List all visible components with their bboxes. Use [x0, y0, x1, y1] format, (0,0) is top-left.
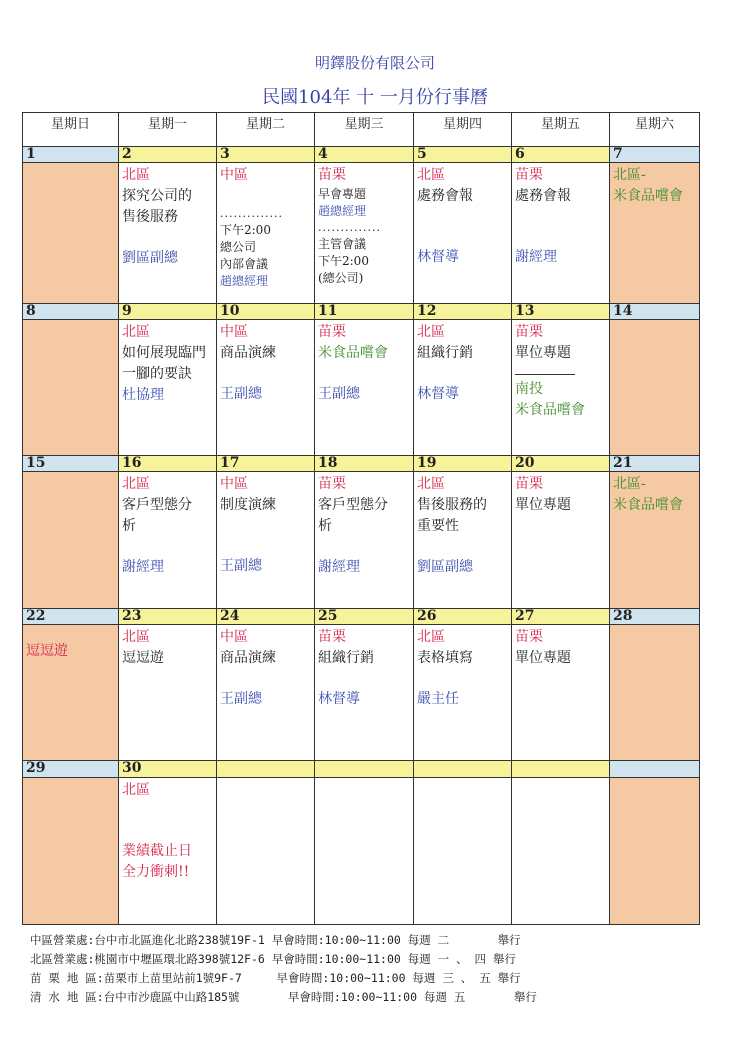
date-number-empty [414, 761, 512, 777]
event-topic: 早會專題 [318, 186, 367, 201]
event-person: 嚴主任 [417, 691, 459, 708]
weekday-tue: 星期二 [217, 113, 315, 147]
event-topic: 單位專題 [515, 344, 571, 361]
weekday-thu: 星期四 [414, 113, 512, 147]
date-number: 21 [610, 456, 700, 472]
date-number: 6 [512, 146, 610, 162]
event-region: 苗栗 [515, 476, 543, 493]
day-cell-18 [315, 472, 414, 608]
day-cell-19 [414, 472, 512, 608]
calendar-table [22, 112, 700, 925]
week-2-events-row [23, 319, 700, 455]
day-cell-29 [23, 777, 119, 924]
day-cell-11 [315, 319, 414, 455]
event-region: 北區 [417, 476, 445, 493]
office-line-qingshui: 清 水 地 區:台中市沙鹿區中山路185號 早會時間:10:00~11:00 每週 五 舉行 [30, 990, 537, 1004]
date-number: 8 [23, 303, 119, 319]
week-1-events-row [23, 162, 700, 303]
day-cell-9 [119, 319, 217, 455]
day-cell-20 [512, 472, 610, 608]
event-topic: 單位專題 [515, 497, 571, 514]
event-topic: 制度演練 [220, 497, 276, 514]
event-person: 林督導 [318, 691, 360, 708]
event-region: 苗栗 [515, 323, 543, 340]
event-notice: 全力衝刺!! [122, 863, 190, 880]
date-number: 20 [512, 456, 610, 472]
event-person: 謝經理 [122, 559, 164, 576]
weekday-wed: 星期三 [315, 113, 414, 147]
event-topic: 如何展現臨門 [122, 344, 206, 361]
event-person: 趙總經理 [318, 203, 367, 218]
event-activity: 南投 [515, 380, 543, 397]
day-cell-26 [414, 625, 512, 761]
event-person: 杜協理 [122, 386, 164, 403]
day-cell-13 [512, 319, 610, 455]
day-cell-3 [217, 162, 315, 303]
day-cell-10 [217, 319, 315, 455]
weekday-sun: 星期日 [23, 113, 119, 147]
event-region: 北區 [417, 629, 445, 646]
date-number: 11 [315, 303, 414, 319]
event-person: 王副總 [220, 691, 262, 708]
date-number-empty [512, 761, 610, 777]
date-number: 25 [315, 608, 414, 624]
event-region: 中區 [220, 629, 248, 646]
event-person: 林督導 [417, 385, 459, 402]
event-activity: 逗逗遊 [26, 643, 68, 660]
week-4-date-row [23, 608, 700, 624]
company-name: 明鐸股份有限公司 [314, 54, 435, 72]
event-person: 王副總 [220, 385, 262, 402]
office-line-central: 中區營業處:台中市北區進化北路238號19F-1 早會時間:10:00~11:00 每週 二 舉行 [30, 933, 521, 947]
event-topic: 析 [122, 518, 136, 535]
day-cell-27 [512, 625, 610, 761]
day-cell-2 [119, 162, 217, 303]
date-number: 12 [414, 303, 512, 319]
day-cell-5 [414, 162, 512, 303]
event-topic: 客戶型態分 [318, 497, 388, 514]
date-number: 18 [315, 456, 414, 472]
event-topic: 商品演練 [220, 344, 276, 361]
weekday-sat: 星期六 [610, 113, 700, 147]
event-topic: 組織行銷 [318, 650, 374, 667]
date-number-empty [610, 761, 700, 777]
event-notice: 業績截止日 [122, 842, 192, 859]
date-number: 15 [23, 456, 119, 472]
event-topic: 處務會報 [515, 187, 571, 204]
date-number: 16 [119, 456, 217, 472]
date-number: 24 [217, 608, 315, 624]
event-region: 中區 [220, 476, 248, 493]
date-number: 30 [119, 761, 217, 777]
date-number-empty [315, 761, 414, 777]
day-cell-8 [23, 319, 119, 455]
date-number-empty [217, 761, 315, 777]
date-number: 9 [119, 303, 217, 319]
event-region: 苗栗 [515, 629, 543, 646]
event-activity: 米食品嚐會 [515, 401, 585, 418]
event-region: 北區 [417, 323, 445, 340]
date-number: 19 [414, 456, 512, 472]
event-topic: 商品演練 [220, 650, 276, 667]
event-region: 北區 [122, 629, 150, 646]
event-region: 苗栗 [318, 166, 346, 183]
event-topic: 售後服務的 [417, 497, 487, 514]
day-cell-15 [23, 472, 119, 608]
day-cell-22 [23, 625, 119, 761]
event-activity: 北區- [613, 476, 646, 493]
week-3-events-row [23, 472, 700, 608]
day-cell-empty [414, 777, 512, 924]
date-number: 28 [610, 608, 700, 624]
event-time: 下午2:00 [318, 253, 369, 268]
date-number: 23 [119, 608, 217, 624]
day-cell-empty [217, 777, 315, 924]
week-3-date-row [23, 456, 700, 472]
event-person: 劉區副總 [122, 249, 178, 266]
event-time: 下午2:00 [220, 222, 271, 237]
day-cell-7 [610, 162, 700, 303]
week-1-date-row [23, 146, 700, 162]
event-topic: 一腳的要訣 [122, 365, 192, 382]
event-region: 苗栗 [318, 476, 346, 493]
event-topic: 主管會議 [318, 236, 367, 251]
event-person: 劉區副總 [417, 559, 473, 576]
event-topic: 逗逗遊 [122, 650, 164, 667]
event-region: 北區 [122, 781, 150, 798]
day-cell-16 [119, 472, 217, 608]
day-cell-21 [610, 472, 700, 608]
week-5-events-row [23, 777, 700, 924]
weekday-header-row [23, 113, 700, 147]
office-line-miaoli: 苗 栗 地 區:苗栗市上苗里站前1號9F-7 早會時間:10:00~11:00 每週 三 、 五 舉行 [30, 971, 521, 985]
calendar-title: 民國104年 十 一月份行事曆 [262, 87, 488, 108]
day-cell-empty [315, 777, 414, 924]
event-topic: 售後服務 [122, 208, 178, 225]
day-cell-25 [315, 625, 414, 761]
week-5-date-row [23, 761, 700, 777]
separator-line [515, 364, 575, 375]
day-cell-1 [23, 162, 119, 303]
event-region: 北區 [122, 476, 150, 493]
week-2-date-row [23, 303, 700, 319]
date-number: 4 [315, 146, 414, 162]
day-cell-empty [610, 777, 700, 924]
event-activity: 北區- [613, 166, 646, 183]
day-cell-24 [217, 625, 315, 761]
day-cell-empty [512, 777, 610, 924]
event-topic: 單位專題 [515, 650, 571, 667]
day-cell-30 [119, 777, 217, 924]
event-topic: 析 [318, 518, 332, 535]
event-topic: 表格填寫 [417, 650, 473, 667]
date-number: 17 [217, 456, 315, 472]
event-person: 趙總經理 [220, 273, 269, 288]
event-region: 苗栗 [318, 323, 346, 340]
event-person: 林督導 [417, 248, 459, 265]
event-person: 謝經理 [515, 248, 557, 265]
event-region: 苗栗 [515, 166, 543, 183]
event-location: (總公司) [318, 270, 364, 285]
day-cell-14 [610, 319, 700, 455]
event-topic: 組織行銷 [417, 344, 473, 361]
office-line-north: 北區營業處:桃園市中壢區環北路398號12F-6 早會時間:10:00~11:00 每週 一 、 四 舉行 [30, 952, 516, 966]
day-cell-4 [315, 162, 414, 303]
event-region: 中區 [220, 166, 248, 183]
event-topic: 客戶型態分 [122, 497, 192, 514]
event-region: 苗栗 [318, 629, 346, 646]
event-activity: 米食品嚐會 [613, 497, 683, 514]
event-location: 總公司 [220, 239, 257, 254]
event-topic: 重要性 [417, 518, 459, 535]
date-number: 10 [217, 303, 315, 319]
event-activity: 米食品嚐會 [318, 344, 388, 361]
day-cell-28 [610, 625, 700, 761]
day-cell-12 [414, 319, 512, 455]
event-region: 北區 [122, 166, 150, 183]
event-activity: 米食品嚐會 [613, 187, 683, 204]
event-person: 王副總 [318, 385, 360, 402]
date-number: 27 [512, 608, 610, 624]
date-number: 29 [23, 761, 119, 777]
weekday-mon: 星期一 [119, 113, 217, 147]
day-cell-17 [217, 472, 315, 608]
date-number: 3 [217, 146, 315, 162]
event-person: 謝經理 [318, 559, 360, 576]
event-topic: 處務會報 [417, 187, 473, 204]
date-number: 2 [119, 146, 217, 162]
separator-dots: .............. [318, 220, 381, 234]
weekday-fri: 星期五 [512, 113, 610, 147]
date-number: 7 [610, 146, 700, 162]
event-topic: 內部會議 [220, 256, 269, 271]
event-region: 北區 [122, 323, 150, 340]
event-region: 北區 [417, 166, 445, 183]
date-number: 26 [414, 608, 512, 624]
date-number: 1 [23, 146, 119, 162]
day-cell-23 [119, 625, 217, 761]
day-cell-6 [512, 162, 610, 303]
date-number: 22 [23, 608, 119, 624]
separator-dots: .............. [220, 206, 283, 220]
event-topic: 探究公司的 [122, 187, 192, 204]
date-number: 5 [414, 146, 512, 162]
event-region: 中區 [220, 323, 248, 340]
office-info [30, 931, 537, 1007]
date-number: 13 [512, 303, 610, 319]
date-number: 14 [610, 303, 700, 319]
event-person: 王副總 [220, 558, 262, 575]
week-4-events-row [23, 625, 700, 761]
